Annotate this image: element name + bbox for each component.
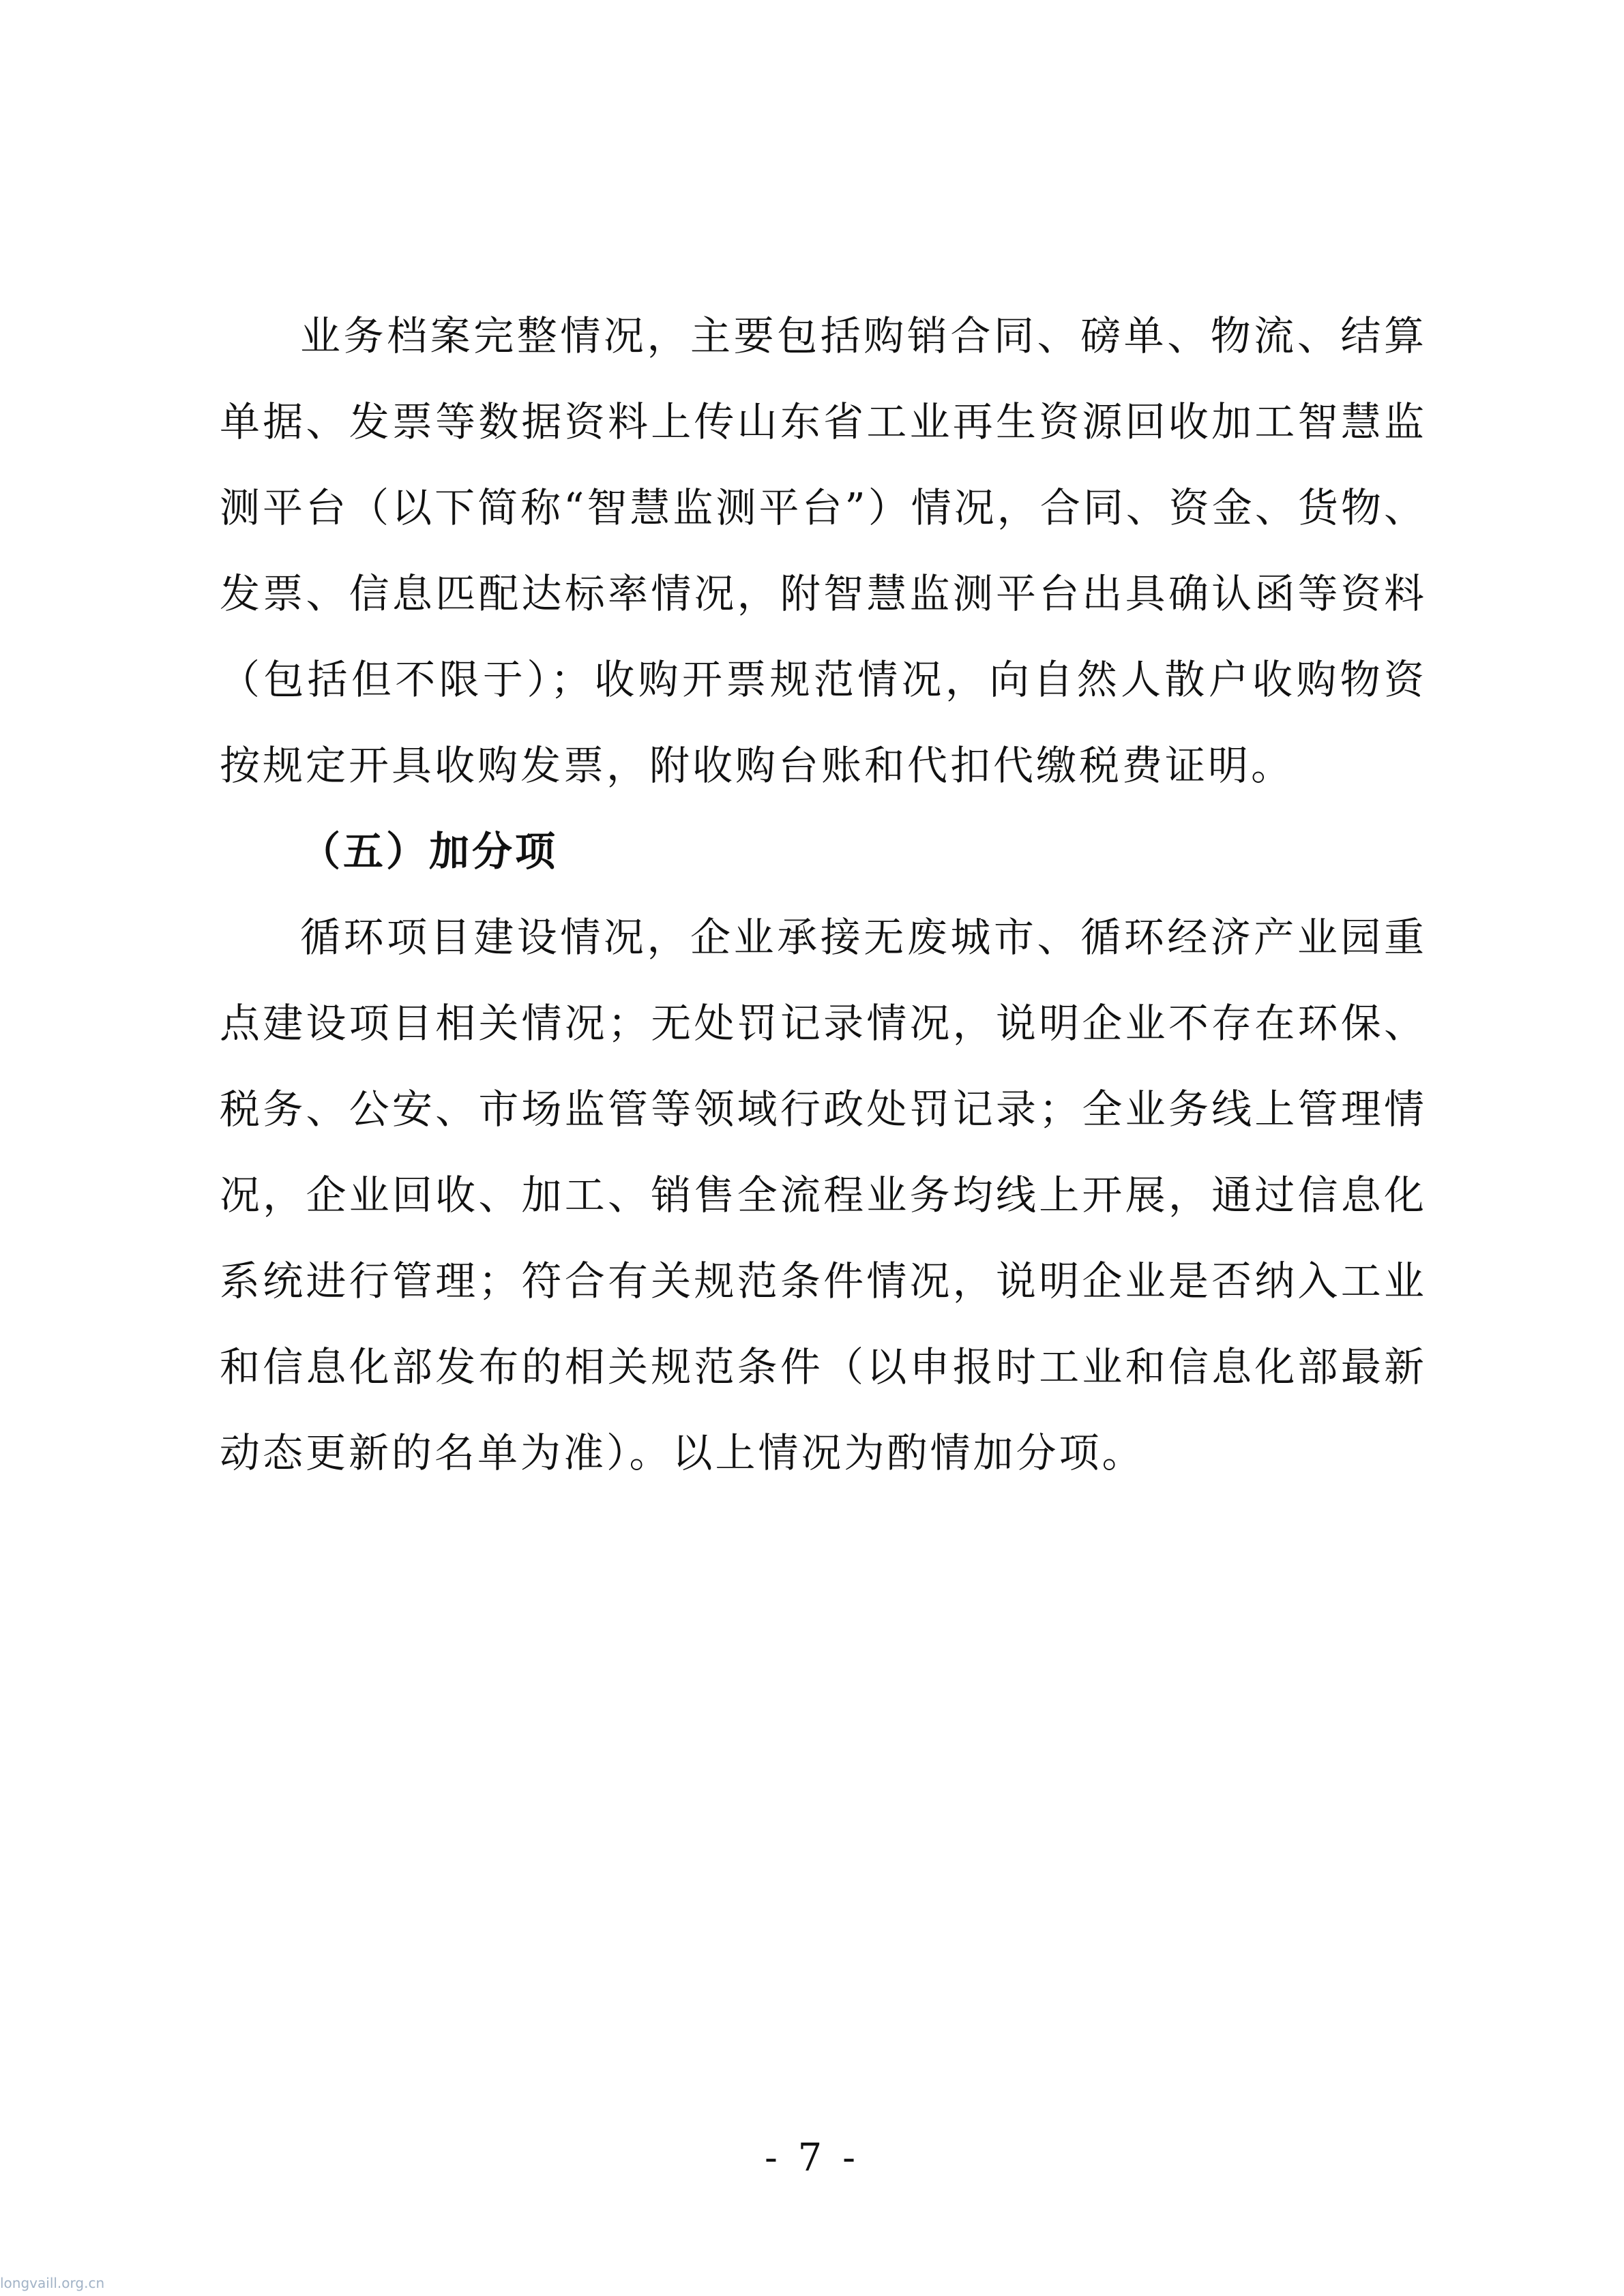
document-body [220, 293, 1427, 1496]
section-heading-bonus-items: （五）加分项 [300, 828, 559, 875]
paragraph-bonus-items: 循环项目建设情况，企业承接无废城市、循环经济产业园重点建设项目相关情况；无处罚记录情况，说明企业不存在环保、税务、公安、市场监管等领域行政处罚记录；全业务线上管理情况，企业回收、加工、销售全流程业务均线上开展，通过信息化系统进行管理；符合有关规范条件情况，说明企业是否纳入工业和信息化部发布的相关规范条件（以申报时工业和信息化部最新动态更新的名单为准）。以上情况为酌情加分项。 [220, 914, 1427, 1476]
page-number: - 7 - [764, 2136, 860, 2180]
paragraph-business-archives: 业务档案完整情况，主要包括购销合同、磅单、物流、结算单据、发票等数据资料上传山东省工业再生资源回收加工智慧监测平台（以下简称“智慧监测平台”）情况，合同、资金、货物、发票、信息匹配达标率情况，附智慧监测平台出具确认函等资料（包括但不限于）；收购开票规范情况，向自然人散户收购物资按规定开具收购发票，附收购台账和代扣代缴税费证明。 [220, 312, 1427, 789]
watermark: longvaill.org.cn [0, 2275, 105, 2291]
